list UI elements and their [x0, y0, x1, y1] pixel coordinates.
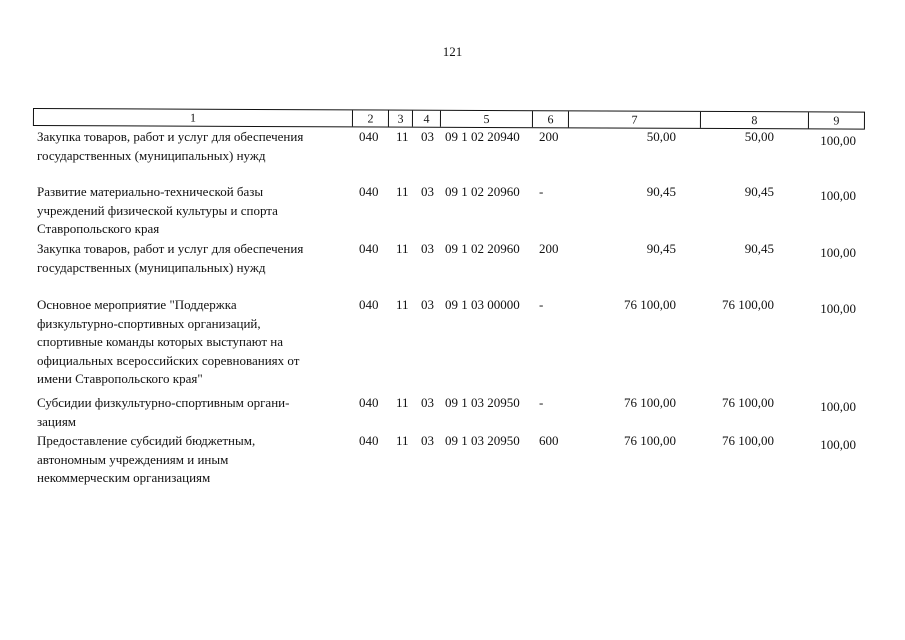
cell-col-2: 040 — [359, 184, 379, 199]
header-col-6: 6 — [532, 111, 568, 127]
cell-col-8: 76 100,00 — [722, 395, 774, 410]
header-col-8: 8 — [700, 112, 808, 128]
cell-col-4: 03 — [421, 129, 434, 144]
cell-col-2: 040 — [359, 129, 379, 144]
header-col-4: 4 — [412, 111, 440, 127]
cell-col-5: 09 1 03 20950 — [445, 395, 520, 410]
row-description: Закупка товаров, работ и услуг для обеспечения государственных (муниципальных) нужд — [37, 129, 304, 163]
cell-col-9: 100,00 — [820, 188, 856, 203]
cell-col-2: 040 — [359, 395, 379, 410]
cell-col-9: 100,00 — [820, 245, 856, 260]
cell-col-7: 50,00 — [646, 129, 676, 144]
cell-col-7: 76 100,00 — [624, 297, 676, 312]
cell-col-5: 09 1 03 00000 — [445, 297, 520, 312]
cell-col-2: 040 — [359, 241, 379, 256]
cell-col-3: 11 — [396, 433, 409, 448]
cell-col-2: 040 — [359, 433, 379, 448]
header-col-5: 5 — [440, 111, 532, 127]
cell-col-9: 100,00 — [820, 437, 856, 452]
cell-col-5: 09 1 03 20950 — [445, 433, 520, 448]
cell-col-5: 09 1 02 20960 — [445, 184, 520, 199]
cell-col-8: 90,45 — [744, 184, 774, 199]
header-col-3: 3 — [388, 111, 412, 127]
cell-col-4: 03 — [421, 184, 434, 199]
cell-col-6: 200 — [539, 129, 559, 144]
cell-col-3: 11 — [396, 241, 409, 256]
cell-col-5: 09 1 02 20940 — [445, 129, 520, 144]
cell-col-3: 11 — [396, 129, 409, 144]
cell-col-6: 600 — [539, 433, 559, 448]
header-col-2: 2 — [352, 110, 388, 126]
cell-col-7: 90,45 — [646, 241, 676, 256]
cell-col-4: 03 — [421, 241, 434, 256]
cell-col-2: 040 — [359, 297, 379, 312]
cell-col-3: 11 — [396, 184, 409, 199]
row-description: Закупка товаров, работ и услуг для обеспечения государственных (муниципальных) нужд — [37, 241, 304, 275]
row-description: Развитие материально-технической базы учреждений физической культуры и спорта Ставропольского края — [37, 184, 278, 236]
row-description: Предоставление субсидий бюджетным, автономным учреждениям и иным некоммерческим организациям — [37, 433, 256, 485]
row-description: Основное мероприятие "Поддержка физкультурно-спортивных организаций, спортивные команды которых выступают на официальных всероссийских соревнованиях от имени Ставропольского края" — [37, 297, 300, 386]
header-col-1: 1 — [189, 110, 196, 125]
cell-col-8: 50,00 — [744, 129, 774, 144]
cell-col-6: - — [539, 297, 544, 312]
cell-col-3: 11 — [396, 297, 409, 312]
header-col-9: 9 — [808, 112, 864, 128]
cell-col-6: - — [539, 184, 544, 199]
cell-col-9: 100,00 — [820, 133, 856, 148]
cell-col-3: 11 — [396, 395, 409, 410]
cell-col-5: 09 1 02 20960 — [445, 241, 520, 256]
cell-col-6: - — [539, 395, 544, 410]
page-number: 121 — [442, 44, 463, 59]
row-description: Субсидии физкультурно-спортивным органи- зациям — [37, 395, 290, 429]
cell-col-9: 100,00 — [820, 301, 856, 316]
table-header — [33, 108, 865, 130]
cell-col-4: 03 — [421, 395, 434, 410]
cell-col-9: 100,00 — [820, 399, 856, 414]
cell-col-7: 76 100,00 — [624, 433, 676, 448]
cell-col-8: 76 100,00 — [722, 433, 774, 448]
cell-col-7: 90,45 — [646, 184, 676, 199]
header-col-7: 7 — [568, 111, 700, 128]
cell-col-7: 76 100,00 — [624, 395, 676, 410]
cell-col-8: 76 100,00 — [722, 297, 774, 312]
cell-col-4: 03 — [421, 433, 434, 448]
cell-col-8: 90,45 — [744, 241, 774, 256]
cell-col-6: 200 — [539, 241, 559, 256]
cell-col-4: 03 — [421, 297, 434, 312]
